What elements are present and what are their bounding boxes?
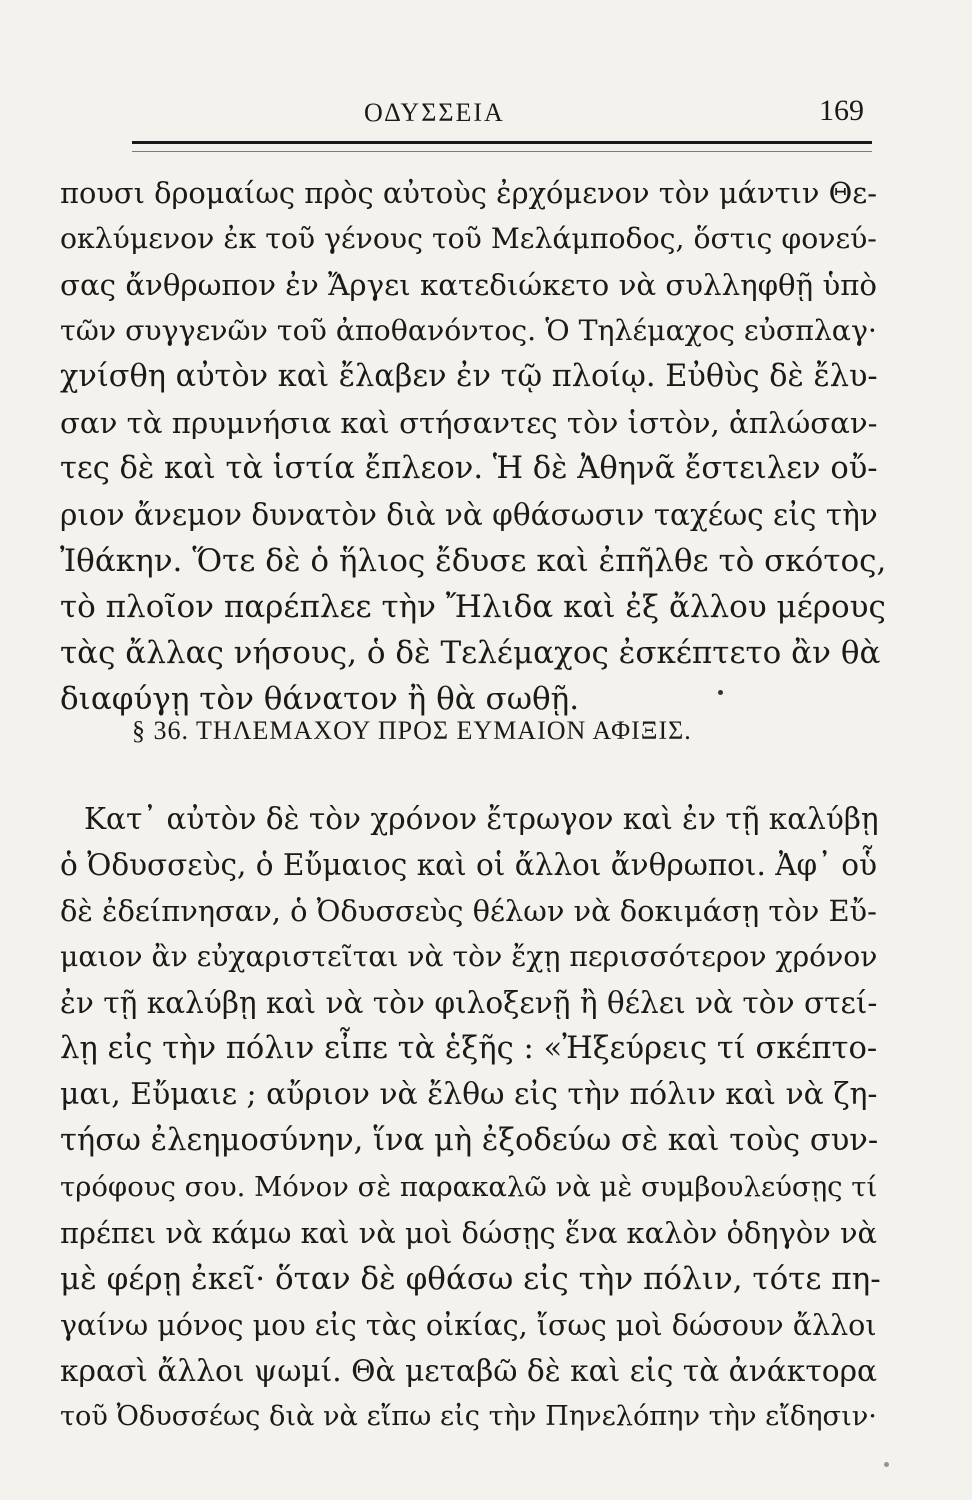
text-line: σαν τὰ πρυμνήσια καὶ στήσαντες τὸν ἱστὸν, ἁπλώσαν- bbox=[60, 406, 878, 440]
text-line: τὰς ἄλλας νήσους, ὁ δὲ Τελέμαχος ἐσκέπτετο ἂν θὰ bbox=[60, 635, 881, 671]
text-line: σας ἄνθρωπον ἐν Ἄργει κατεδιώκετο νὰ συλληφθῇ ὑπὸ bbox=[60, 268, 877, 302]
text-line: τες δὲ καὶ τὰ ἱστία ἔπλεον. Ἡ δὲ Ἀθηνᾶ ἔστειλεν οὔ- bbox=[60, 451, 878, 486]
text-line: μαι, Εὔμαιε ; αὔριον νὰ ἔλθω εἰς τὴν πόλιν καὶ νὰ ζη- bbox=[60, 1077, 878, 1112]
text-line: τὸ πλοῖον παρέπλεε τὴν Ἤλιδα καὶ ἐξ ἄλλου μέρους bbox=[60, 589, 886, 625]
text-line: τῶν συγγενῶν τοῦ ἀποθανόντος. Ὁ Τηλέμαχος εὐσπλαγ· bbox=[60, 314, 877, 347]
header-rule-secondary bbox=[132, 151, 872, 152]
paragraph-section-36 bbox=[60, 796, 886, 1440]
text-line: Ἰθάκην. Ὅτε δὲ ὁ ἥλιος ἔδυσε καὶ ἐπῆλθε τὸ σκότος, bbox=[60, 543, 887, 579]
text-line: μαιον ἂν εὐχαριστεῖται νὰ τὸν ἔχῃ περισσότερον χρόνον bbox=[60, 940, 878, 973]
text-line: γαίνω μόνος μου εἰς τὰς οἰκίας, ἴσως μοὶ δώσουν ἄλλοι bbox=[60, 1308, 877, 1342]
page-header bbox=[132, 88, 872, 134]
text-line: ριον ἄνεμον δυνατὸν διὰ νὰ φθάσωσιν ταχέως εἰς τὴν bbox=[60, 498, 878, 532]
header-rule bbox=[132, 141, 872, 144]
text-line: τρόφους σου. Μόνον σὲ παρακαλῶ νὰ μὲ συμβουλεύσῃς τί bbox=[60, 1171, 878, 1203]
text-line: λῃ εἰς τὴν πόλιν εἶπε τὰ ἑξῆς : «Ἠξεύρεις τί σκέπτο- bbox=[60, 1031, 878, 1066]
text-line: τήσω ἐλεημοσύνην, ἵνα μὴ ἐξοδεύω σὲ καὶ τοὺς συν- bbox=[60, 1123, 879, 1158]
text-line: ὁ Ὀδυσσεὺς, ὁ Εὔμαιος καὶ οἱ ἄλλοι ἄνθρωποι. Ἀφ᾽ οὗ bbox=[60, 848, 877, 882]
text-line: ἐν τῇ καλύβῃ καὶ νὰ τὸν φιλοξενῇ ἢ θέλει νὰ τὸν στεί- bbox=[60, 986, 878, 1020]
paragraph-continuation bbox=[60, 170, 886, 722]
section-heading: § 36. ΤΗΛΕΜΑΧΟΥ ΠΡΟΣ ΕΥΜΑΙΟΝ ΑΦΙΞΙΣ. bbox=[132, 716, 692, 745]
text-line: χνίσθη αὐτὸν καὶ ἔλαβεν ἐν τῷ πλοίῳ. Εὐθὺς δὲ ἔλυ- bbox=[60, 359, 878, 394]
text-line: πρέπει νὰ κάμω καὶ νὰ μοὶ δώσῃς ἕνα καλὸν ὁδηγὸν νὰ bbox=[60, 1216, 878, 1250]
text-line: κρασὶ ἄλλοι ψωμί. Θὰ μεταβῶ δὲ καὶ εἰς τὰ ἀνάκτορα bbox=[60, 1353, 878, 1388]
running-title: ΟΔΥΣΣΕΙΑ bbox=[364, 98, 505, 127]
text-line: μὲ φέρῃ ἐκεῖ· ὅταν δὲ φθάσω εἰς τὴν πόλιν, τότε πη- bbox=[60, 1261, 881, 1297]
text-line: τοῦ Ὀδυσσέως διὰ νὰ εἴπω εἰς τὴν Πηνελόπην τὴν εἴδησιν· bbox=[60, 1401, 877, 1432]
text-line: δὲ ἐδείπνησαν, ὁ Ὀδυσσεὺς θέλων νὰ δοκιμάσῃ τὸν Εὔ- bbox=[60, 894, 877, 928]
text-line: διαφύγῃ τὸν θάνατον ἢ θὰ σωθῇ. bbox=[60, 681, 580, 717]
page-number: 169 bbox=[819, 94, 864, 127]
ink-speck bbox=[718, 690, 723, 695]
text-line: Κατ᾽ αὐτὸν δὲ τὸν χρόνον ἔτρωγον καὶ ἐν τῇ καλύβῃ bbox=[84, 802, 879, 836]
ink-speck bbox=[884, 1462, 889, 1467]
text-line: οκλύμενον ἐκ τοῦ γένους τοῦ Μελάμποδος, ὅστις φονεύ- bbox=[60, 222, 877, 255]
text-line: πουσι δρομαίως πρὸς αὐτοὺς ἐρχόμενον τὸν μάντιν Θε- bbox=[60, 176, 877, 210]
